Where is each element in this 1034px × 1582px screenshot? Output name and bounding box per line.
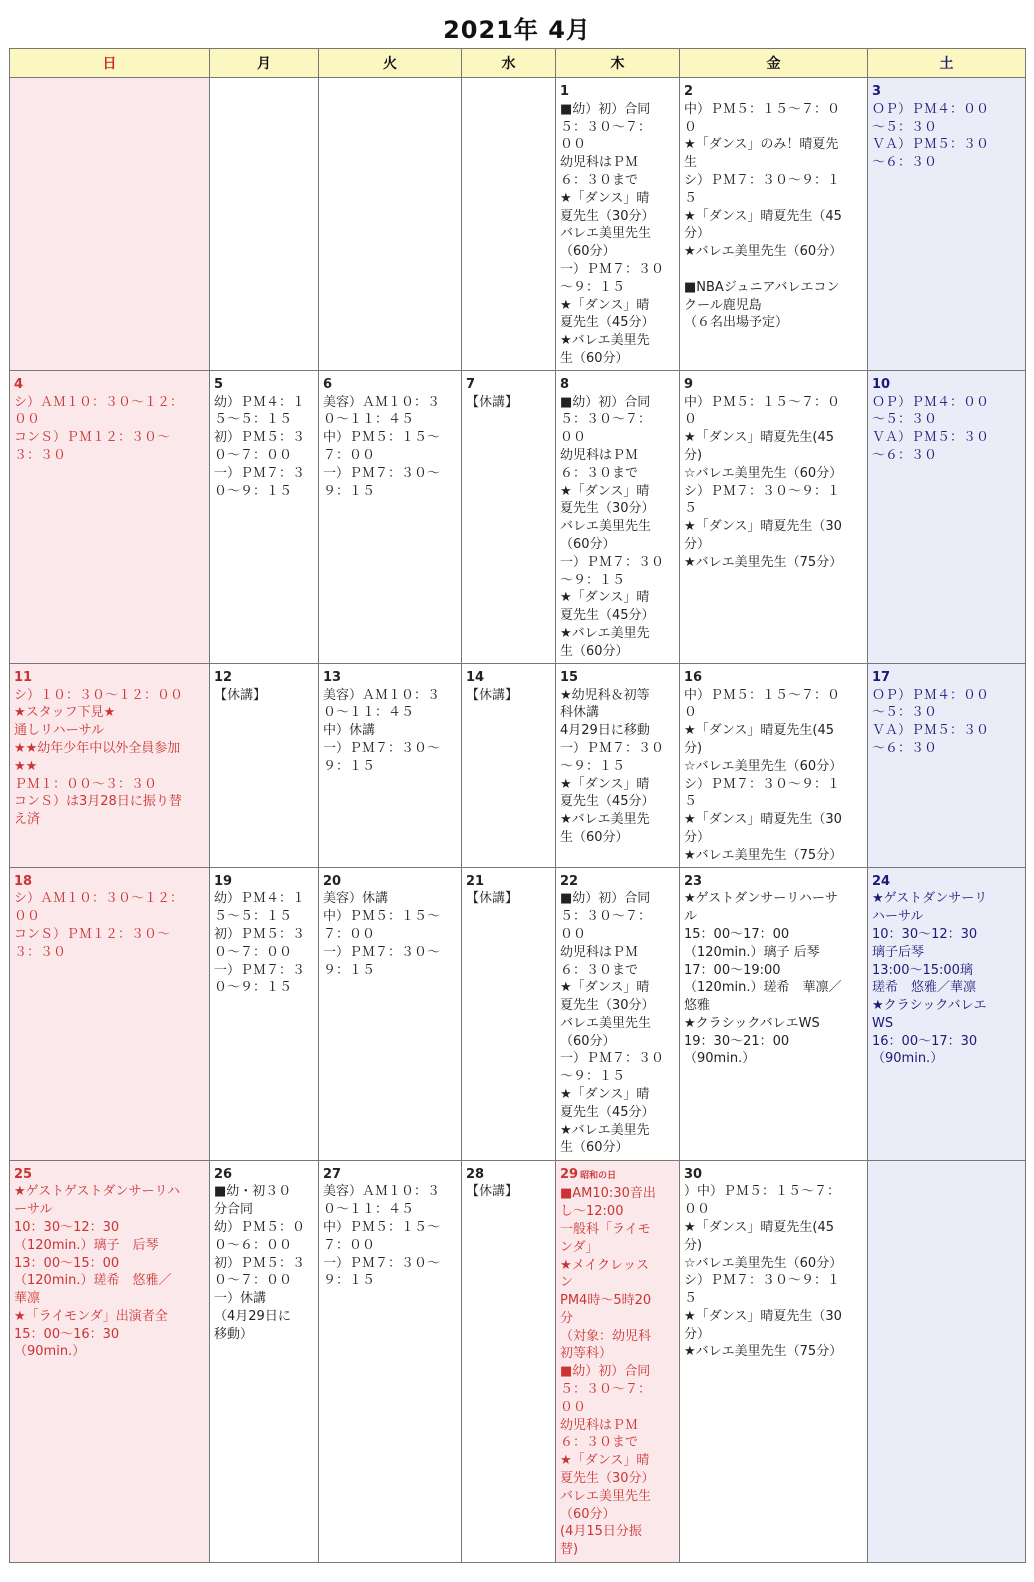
day-number: 12 <box>214 669 233 685</box>
day-cell <box>680 1160 868 1562</box>
day-cell <box>462 370 556 663</box>
day-number: 30 <box>684 1166 703 1182</box>
weekday-header-row <box>10 49 1026 78</box>
day-schedule: 中）ＰＭ５：１５〜７：０ ０ ★「ダンス」晴夏先生(45 分) ☆バレエ美里先生（60分） シ）ＰＭ７：３０〜９：１ ５ ★「ダンス」晴夏先生（30 分） ★バレエ美里先生（75分） <box>684 394 843 570</box>
day-schedule: ★ゲストダンサーリハーサ ル 15：00〜17：00 （120min.）璃子 后琴 17：00〜19:00 （120min.）瑳希 華凛／ 悠雅 ★クラシックバレエWS 19：30〜21：00 （90min.） <box>684 891 842 1067</box>
day-number: 1 <box>560 84 570 99</box>
day-schedule: ＯＰ）ＰＭ４：００ 〜５：３０ ＶＡ）ＰＭ５：３０ 〜６：３０ <box>872 101 990 171</box>
day-schedule: ）中）ＰＭ５：１５〜７： ００ ★「ダンス」晴夏先生(45 分) ☆バレエ美里先生（60分） シ）ＰＭ７：３０〜９：１ ５ ★「ダンス」晴夏先生（30 分） ★バレエ美里先生（75分） <box>684 1184 843 1360</box>
empty-day-cell <box>210 78 319 371</box>
day-cell <box>10 370 210 663</box>
day-cell <box>319 663 462 867</box>
day-number: 7 <box>466 376 476 392</box>
day-schedule: 幼）ＰＭ４：１ ５〜５：１５ 初）ＰＭ５：３ ０〜７：００ 一）ＰＭ７：３ ０〜９：１５ <box>214 891 306 996</box>
day-cell <box>319 867 462 1160</box>
day-cell <box>868 78 1026 371</box>
day-number: 8 <box>560 376 570 392</box>
day-cell <box>556 78 680 371</box>
holiday-name: 昭和の日 <box>580 1170 617 1181</box>
day-number: 6 <box>323 376 333 392</box>
weekday-header-mon: 月 <box>210 49 319 78</box>
day-schedule: 【休講】 <box>214 687 267 703</box>
empty-day-cell <box>10 78 210 371</box>
day-schedule: ■幼）初）合同 ５：３０〜７： ００ 幼児科はＰＭ ６：３０まで ★「ダンス」晴 夏先生（30分） バレエ美里先生 （60分） 一）ＰＭ７：３０ 〜９：１５ ★「ダンス」晴 夏先生（45分） ★バレエ美里先 生（60分） <box>560 891 665 1156</box>
day-number: 5 <box>214 376 224 392</box>
day-cell <box>210 663 319 867</box>
day-number: 19 <box>214 873 233 889</box>
day-number: 3 <box>872 84 882 99</box>
week-row <box>10 867 1026 1160</box>
week-row <box>10 663 1026 867</box>
day-cell <box>319 370 462 663</box>
day-cell <box>680 663 868 867</box>
empty-day-cell <box>868 1160 1026 1562</box>
day-cell <box>556 370 680 663</box>
weekday-header-sun: 日 <box>10 49 210 78</box>
day-number: 15 <box>560 669 579 685</box>
day-cell <box>462 1160 556 1562</box>
day-schedule: ＯＰ）ＰＭ４：００ 〜５：３０ ＶＡ）ＰＭ５：３０ 〜６：３０ <box>872 687 990 756</box>
day-schedule: 中）ＰＭ５：１５〜７：０ ０ ★「ダンス」のみ！晴夏先 生 シ）ＰＭ７：３０〜９：１ ５ ★「ダンス」晴夏先生（45 分） ★バレエ美里先生（60分） ■NBAジュニアバレエコン クール鹿児島 （６名出場予定） <box>684 101 843 331</box>
day-schedule: 【休講】 <box>466 687 519 703</box>
day-number: 24 <box>872 873 891 889</box>
day-cell <box>556 867 680 1160</box>
calendar-title: 2021年 4月 <box>443 16 591 44</box>
day-schedule: 【休講】 <box>466 394 519 410</box>
day-number: 22 <box>560 873 579 889</box>
day-schedule: 【休講】 <box>466 891 519 907</box>
day-schedule: 美容）休講 中）ＰＭ５：１５〜 ７：００ 一）ＰＭ７：３０〜 ９：１５ <box>323 891 441 978</box>
day-cell <box>462 663 556 867</box>
day-number: 18 <box>14 873 33 889</box>
week-row <box>10 1160 1026 1562</box>
day-schedule: シ）ＡＭ１０：３０〜１２： ００ コンＳ）ＰＭ１２：３０〜 ３：３０ <box>14 394 184 463</box>
day-cell <box>556 663 680 867</box>
week-row <box>10 78 1026 371</box>
day-schedule: ★ゲストダンサーリ ハーサル 10：30〜12：30 璃子后琴 13:00〜15:00璃 瑳希 悠雅／華凛 ★クラシックバレエ WS 16：00〜17：30 （90min.） <box>872 891 988 1067</box>
day-schedule: ■AM10:30音出 し〜12:00 一般科「ライモ ンダ」 ★メイクレッス ン PM4時〜5時20 分 （対象：幼児科 初等科） ■幼）初）合同 ５：３０〜７： ００ 幼児科はＰＭ ６：３０まで ★「ダンス」晴 夏先生（30分） バレエ美里先生 （60分） (4月15日分振 替) <box>560 1186 656 1558</box>
day-number: 14 <box>466 669 485 685</box>
day-schedule: 【休講】 <box>466 1184 519 1200</box>
calendar-table <box>9 48 1026 1563</box>
day-number: 21 <box>466 873 485 889</box>
day-cell <box>680 370 868 663</box>
day-number: 16 <box>684 669 703 685</box>
day-schedule: ■幼）初）合同 ５：３０〜７： ００ 幼児科はＰＭ ６：３０まで ★「ダンス」晴 夏先生（30分） バレエ美里先生 （60分） 一）ＰＭ７：３０ 〜９：１５ ★「ダンス」晴 夏先生（45分） ★バレエ美里先 生（60分） <box>560 394 665 659</box>
day-cell <box>868 867 1026 1160</box>
day-cell <box>10 663 210 867</box>
day-cell <box>680 78 868 371</box>
day-schedule: ■幼・初３０ 分合同 幼）ＰＭ５：０ ０〜６：００ 初）ＰＭ５：３ ０〜７：００ 一）休講 （4月29日に 移動） <box>214 1184 306 1342</box>
day-number: 29 <box>560 1166 579 1182</box>
day-cell <box>680 867 868 1160</box>
day-schedule: 美容）ＡＭ１０：３ ０〜１１：４５ 中）ＰＭ５：１５〜 ７：００ 一）ＰＭ７：３０〜 ９：１５ <box>323 394 441 499</box>
day-schedule: 美容）ＡＭ１０：３ ０〜１１：４５ 中）休講 一）ＰＭ７：３０〜 ９：１５ <box>323 687 441 774</box>
day-cell <box>210 1160 319 1562</box>
day-number: 11 <box>14 669 33 685</box>
day-cell <box>319 1160 462 1562</box>
day-number: 20 <box>323 873 342 889</box>
day-schedule: ■幼）初）合同 ５：３０〜７： ００ 幼児科はＰＭ ６：３０まで ★「ダンス」晴 夏先生（30分） バレエ美里先生 （60分） 一）ＰＭ７：３０ 〜９：１５ ★「ダンス」晴 夏先生（45分） ★バレエ美里先 生（60分） <box>560 101 665 366</box>
day-schedule: ＯＰ）ＰＭ４：００ 〜５：３０ ＶＡ）ＰＭ５：３０ 〜６：３０ <box>872 394 990 463</box>
day-cell <box>868 663 1026 867</box>
holiday-day-cell <box>556 1160 680 1562</box>
weekday-header-fri: 金 <box>680 49 868 78</box>
day-cell <box>462 867 556 1160</box>
day-schedule: ★ゲストゲストダンサーリハ ーサル 10：30〜12：30 （120min.）璃子 后琴 13：00〜15：00 （120min.）瑳希 悠雅／ 華凛 ★「ライモンダ」出演者全 15：00〜16：30 （90min.） <box>14 1184 181 1360</box>
day-cell <box>10 1160 210 1562</box>
day-number: 10 <box>872 376 891 392</box>
day-cell <box>210 370 319 663</box>
day-schedule: ★幼児科＆初等 科休講 4月29日に移動 一）ＰＭ７：３０ 〜９：１５ ★「ダンス」晴 夏先生（45分） ★バレエ美里先 生（60分） <box>560 687 665 845</box>
day-schedule: 美容）ＡＭ１０：３ ０〜１１：４５ 中）ＰＭ５：１５〜 ７：００ 一）ＰＭ７：３０〜 ９：１５ <box>323 1184 441 1289</box>
day-number: 9 <box>684 376 694 392</box>
day-number: 17 <box>872 669 891 685</box>
day-number: 13 <box>323 669 342 685</box>
empty-day-cell <box>462 78 556 371</box>
day-number: 4 <box>14 376 24 392</box>
day-cell <box>210 867 319 1160</box>
day-number: 23 <box>684 873 703 889</box>
day-schedule: 中）ＰＭ５：１５〜７：０ ０ ★「ダンス」晴夏先生(45 分) ☆バレエ美里先生（60分） シ）ＰＭ７：３０〜９：１ ５ ★「ダンス」晴夏先生（30 分） ★バレエ美里先生（75分） <box>684 687 843 863</box>
day-cell <box>10 867 210 1160</box>
day-schedule: 幼）ＰＭ４：１ ５〜５：１５ 初）ＰＭ５：３ ０〜７：００ 一）ＰＭ７：３ ０〜９：１５ <box>214 394 306 499</box>
weekday-header-wed: 水 <box>462 49 556 78</box>
day-number: 26 <box>214 1166 233 1182</box>
day-cell <box>868 370 1026 663</box>
day-number: 28 <box>466 1166 485 1182</box>
day-number: 25 <box>14 1166 33 1182</box>
day-schedule: シ）１０：３０〜１２：００ ★スタッフ下見★ 通しリハーサル ★★幼年少年中以外全員参加 ★★ ＰＭ１：００〜３：３０ コンＳ）は3月28日に振り替 え済 <box>14 687 184 828</box>
weekday-header-tue: 火 <box>319 49 462 78</box>
weekday-header-sat: 土 <box>868 49 1026 78</box>
day-number: 2 <box>684 84 694 99</box>
week-row <box>10 370 1026 663</box>
weekday-header-thu: 木 <box>556 49 680 78</box>
day-number: 27 <box>323 1166 342 1182</box>
day-schedule: シ）ＡＭ１０：３０〜１２： ００ コンＳ）ＰＭ１２：３０〜 ３：３０ <box>14 891 184 960</box>
empty-day-cell <box>319 78 462 371</box>
